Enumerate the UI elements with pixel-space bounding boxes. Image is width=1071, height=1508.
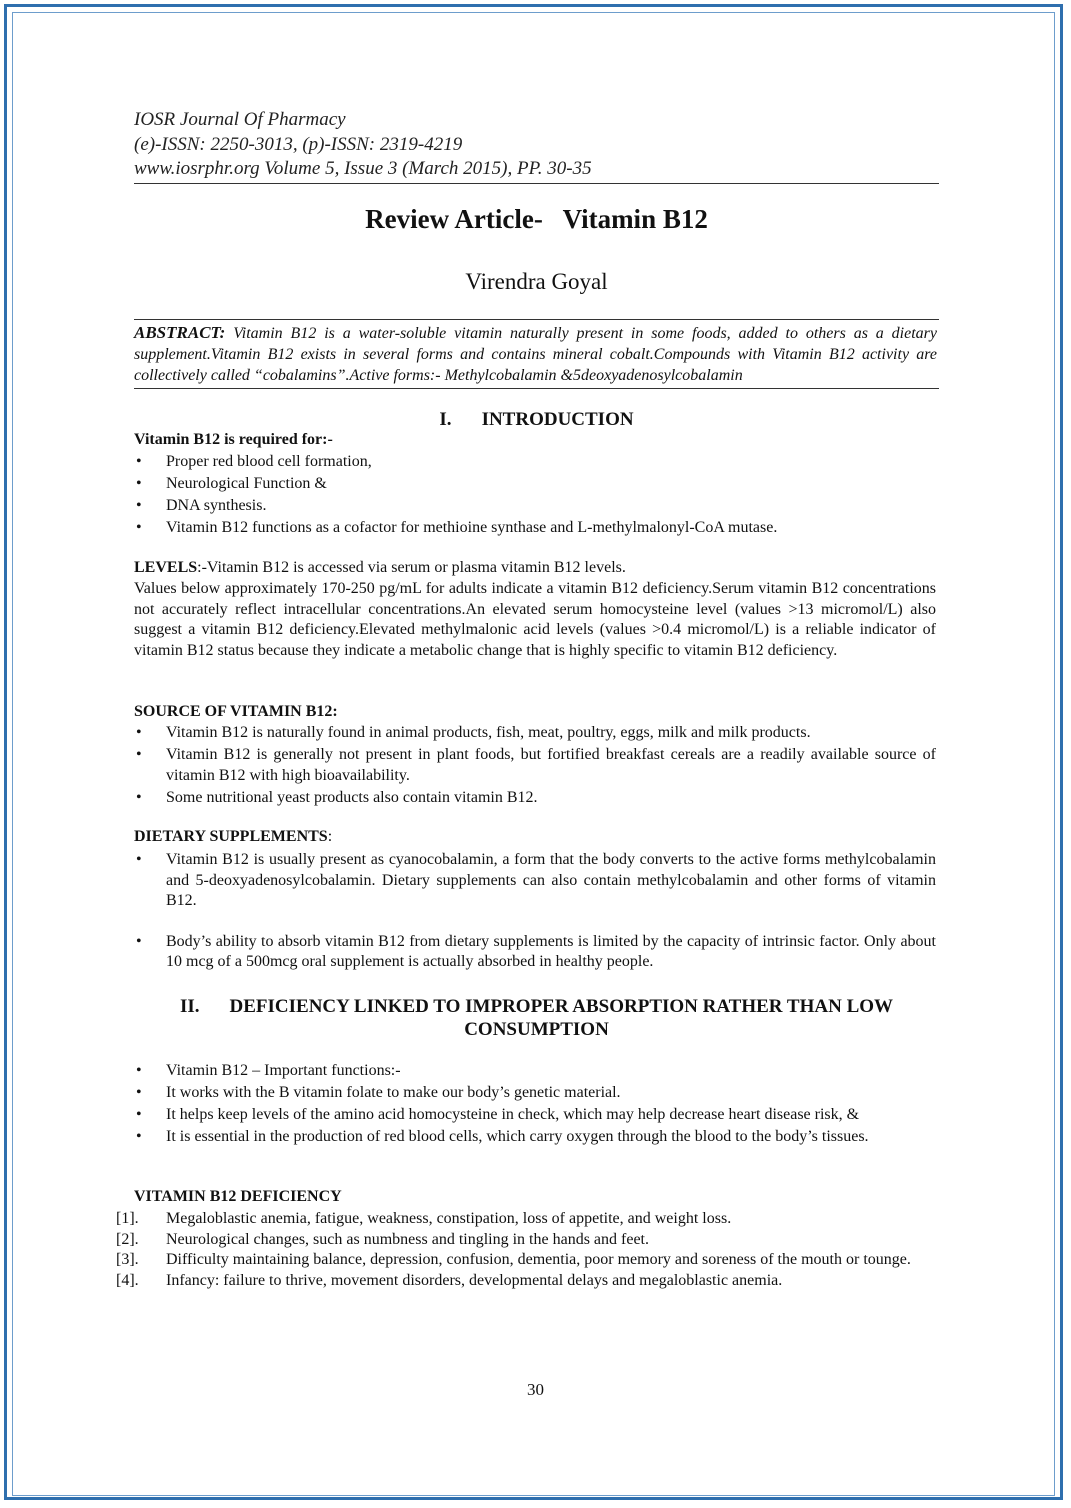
dietary-heading-colon: : — [327, 828, 333, 845]
list-item: • Some nutritional yeast products also contain vitamin B12. — [134, 788, 936, 809]
list-item: • It helps keep levels of the amino acid homocysteine in check, which may help decrease heart disease risk, & — [134, 1105, 936, 1126]
numbered-item — [116, 1271, 936, 1292]
numbered-item — [116, 1230, 936, 1251]
item-number: [3]. — [116, 1251, 139, 1268]
deficiency-heading: VITAMIN B12 DEFICIENCY — [134, 1188, 342, 1205]
list-item: • Vitamin B12 functions as a cofactor for methioine synthase and L-methylmalonyl-CoA mutase. — [134, 518, 936, 539]
section-number: I. — [439, 409, 452, 430]
list-item: • It is essential in the production of red blood cells, which carry oxygen through the blood to the body’s tissues. — [134, 1127, 936, 1148]
item-text: Megaloblastic anemia, fatigue, weakness, constipation, loss of appetite, and weight loss. — [166, 1210, 732, 1227]
levels-paragraph: Values below approximately 170-250 pg/mL for adults indicate a vitamin B12 deficiency.Serum vitamin B12 concentrations not accurately reflect intracellular concentrations.An elevated serum homocysteine level (values >13 micromol/L) also suggest a vitamin B12 deficiency.Elevated methylmalonic acid levels (values >0.4 micromol/L) is a reliable indicator of vitamin B12 status because they indicate a metabolic change that is highly specific to vitamin B12 deficiency. — [134, 580, 936, 659]
list-item: • Vitamin B12 is usually present as cyanocobalamin, a form that the body converts to the active forms methylcobalamin and 5-deoxyadenosylcobalamin. Dietary supplements can also contain methylcobalamin and other forms of vitamin B12. — [134, 850, 936, 912]
functions-list — [134, 1061, 936, 1148]
section-title-line1: DEFICIENCY LINKED TO IMPROPER ABSORPTION RATHER THAN LOW — [229, 996, 894, 1017]
list-item: • Vitamin B12 is naturally found in animal products, fish, meat, poultry, eggs, milk and milk products. — [134, 723, 936, 744]
section-heading-introduction — [134, 408, 939, 431]
journal-name: IOSR Journal Of Pharmacy — [134, 109, 346, 130]
required-heading: Vitamin B12 is required for:- — [134, 431, 333, 448]
list-item: • Vitamin B12 is generally not present in plant foods, but fortified breakfast cereals are a readily available source of vitamin B12 with high bioavailability. — [134, 745, 936, 786]
article-title: Review Article- Vitamin B12 — [365, 204, 708, 234]
item-number: [1]. — [116, 1210, 139, 1227]
journal-header — [134, 108, 938, 182]
item-text: Infancy: failure to thrive, movement disorders, developmental delays and megaloblastic anemia. — [166, 1271, 783, 1289]
section-title-line2: CONSUMPTION — [464, 1019, 609, 1040]
section-number: II. — [179, 996, 200, 1017]
list-item: • DNA synthesis. — [134, 496, 936, 517]
numbered-item — [116, 1209, 936, 1230]
abstract-text: Vitamin B12 is a water-soluble vitamin naturally present in some foods, added to others as a dietary supplement.Vitamin B12 exists in several forms and contains mineral cobalt.Compounds with Vitamin B12 activity are collectively called “cobalamins”.Active forms:- Methylcobalamin &5deoxyadenosylcobalamin — [134, 325, 937, 384]
dietary-heading-text: DIETARY SUPPLEMENTS — [134, 828, 328, 845]
levels-text: :-Vitamin B12 is accessed via serum or plasma vitamin B12 levels. — [197, 559, 626, 576]
journal-issn: (e)-ISSN: 2250-3013, (p)-ISSN: 2319-4219 — [134, 133, 463, 155]
journal-volume: www.iosrphr.org Volume 5, Issue 3 (March 2015), PP. 30-35 — [134, 158, 592, 179]
source-list — [134, 723, 936, 808]
abstract-divider-bottom — [134, 388, 939, 389]
item-text: Difficulty maintaining balance, depression, confusion, dementia, poor memory and soreness of the mouth or tounge. — [166, 1251, 911, 1268]
header-divider — [134, 183, 939, 184]
dietary-heading — [134, 828, 332, 846]
list-item: • Proper red blood cell formation, — [134, 452, 936, 473]
numbered-item — [116, 1250, 936, 1271]
section-title: INTRODUCTION — [481, 409, 634, 430]
list-item: • Vitamin B12 – Important functions:- — [134, 1061, 936, 1082]
source-heading: SOURCE OF VITAMIN B12: — [134, 703, 338, 720]
levels-label: LEVELS — [134, 559, 198, 576]
item-text: Neurological changes, such as numbness and tingling in the hands and feet. — [166, 1230, 649, 1248]
list-item: • It works with the B vitamin folate to make our body’s genetic material. — [134, 1083, 936, 1104]
item-number: [4]. — [116, 1271, 139, 1289]
abstract-divider-top — [134, 319, 939, 320]
author-name: Virendra Goyal — [465, 269, 608, 294]
list-item: • Neurological Function & — [134, 474, 936, 495]
dietary-list — [134, 850, 936, 973]
required-list — [134, 452, 936, 539]
abstract-label: ABSTRACT: — [134, 323, 226, 342]
page-number: 30 — [527, 1380, 544, 1399]
item-number: [2]. — [116, 1230, 139, 1248]
deficiency-list — [116, 1209, 936, 1291]
list-item: • Body’s ability to absorb vitamin B12 from dietary supplements is limited by the capacity of intrinsic factor. Only about 10 mcg of a 500mcg oral supplement is actually absorbed in healthy people. — [134, 932, 936, 973]
abstract — [134, 322, 937, 386]
levels-line — [134, 558, 936, 579]
section-heading-deficiency — [134, 995, 939, 1041]
